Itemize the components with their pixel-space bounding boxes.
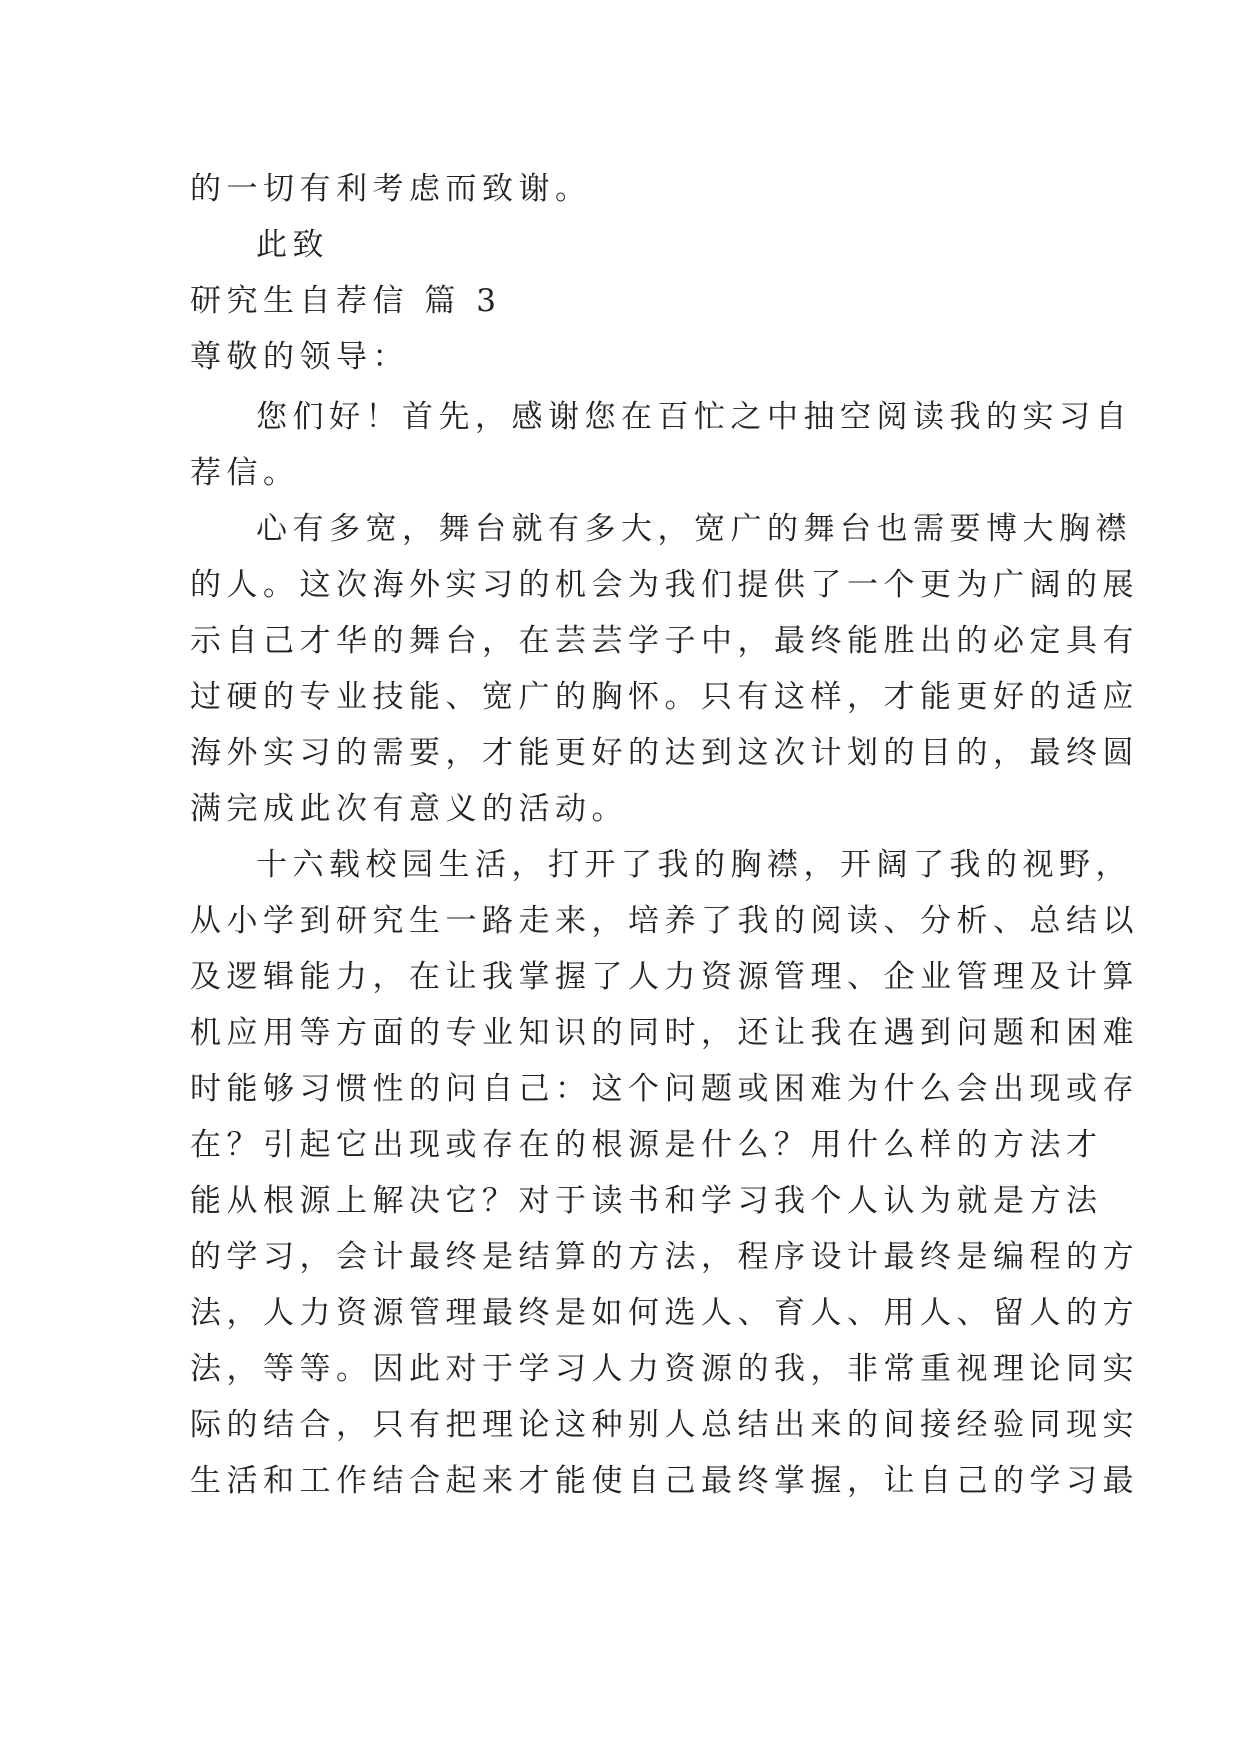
text-line: 的人。这次海外实习的机会为我们提供了一个更为广阔的展 — [190, 567, 1139, 603]
text-line: 的一切有利考虑而致谢。 — [190, 171, 592, 207]
text-line: 荐信。 — [190, 455, 300, 491]
text-line: 法，人力资源管理最终是如何选人、育人、用人、留人的方 — [190, 1295, 1139, 1331]
text-line: 满完成此次有意义的活动。 — [190, 791, 628, 827]
text-line: 从小学到研究生一路走来，培养了我的阅读、分析、总结以 — [190, 903, 1139, 939]
text-line: 生活和工作结合起来才能使自己最终掌握，让自己的学习最 — [190, 1463, 1139, 1499]
text-line: 在？引起它出现或存在的根源是什么？用什么样的方法才 — [190, 1127, 1103, 1163]
text-line: 际的结合，只有把理论这种别人总结出来的间接经验同现实 — [190, 1407, 1139, 1443]
closing-salutation: 此致 — [256, 227, 329, 263]
text-line: 法，等等。因此对于学习人力资源的我，非常重视理论同实 — [190, 1351, 1139, 1387]
text-line: 的学习，会计最终是结算的方法，程序设计最终是编程的方 — [190, 1239, 1139, 1275]
greeting: 尊敬的领导： — [190, 339, 409, 375]
text-line: 能从根源上解决它？对于读书和学习我个人认为就是方法 — [190, 1183, 1103, 1219]
text-line: 十六载校园生活，打开了我的胸襟，开阔了我的视野， — [256, 847, 1132, 883]
text-line: 海外实习的需要，才能更好的达到这次计划的目的，最终圆 — [190, 735, 1139, 771]
text-line: 您们好！首先，感谢您在百忙之中抽空阅读我的实习自 — [256, 399, 1132, 435]
text-line: 及逻辑能力，在让我掌握了人力资源管理、企业管理及计算 — [190, 959, 1139, 995]
section-heading: 研究生自荐信 篇 3 — [190, 283, 502, 319]
text-line: 时能够习惯性的问自己：这个问题或困难为什么会出现或存 — [190, 1071, 1139, 1107]
text-line: 过硬的专业技能、宽广的胸怀。只有这样，才能更好的适应 — [190, 679, 1139, 715]
text-line: 心有多宽，舞台就有多大，宽广的舞台也需要博大胸襟 — [256, 511, 1132, 547]
document-body — [190, 161, 1139, 1509]
text-line: 示自己才华的舞台，在芸芸学子中，最终能胜出的必定具有 — [190, 623, 1139, 659]
text-line: 机应用等方面的专业知识的同时，还让我在遇到问题和困难 — [190, 1015, 1139, 1051]
